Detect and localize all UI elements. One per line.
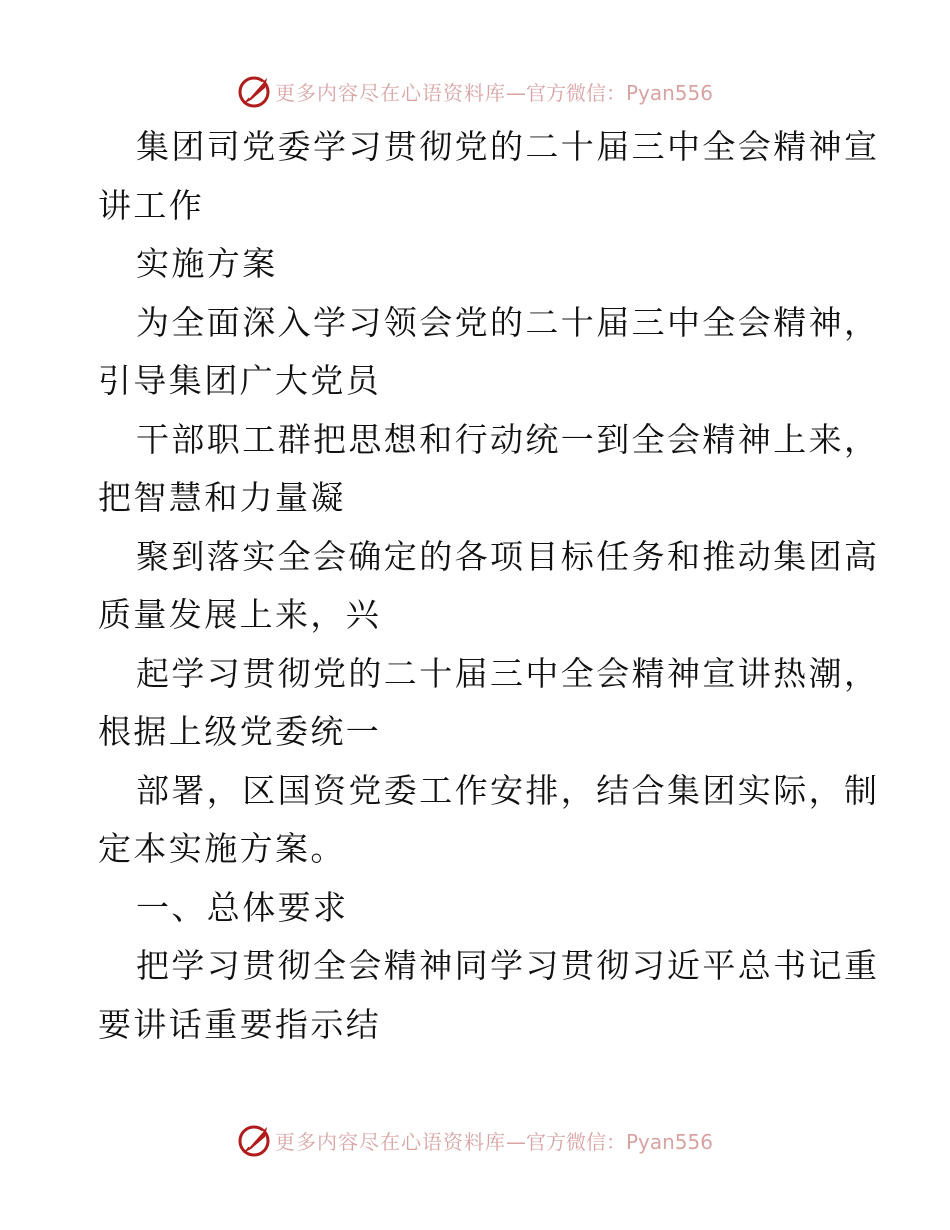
header-watermark <box>0 71 950 111</box>
footer-watermark <box>0 1120 950 1160</box>
paragraph-line: 质量发展上来，兴 <box>98 595 382 634</box>
paragraph-line: 引导集团广大党员 <box>98 361 382 400</box>
quill-pen-circle-icon <box>237 74 271 108</box>
paragraph-line: 为全面深入学习领会党的二十届三中全会精神， <box>136 302 880 342</box>
quill-pen-circle-icon <box>237 1123 271 1157</box>
watermark-contact-text: —官方微信：Pyan556 <box>505 1129 713 1154</box>
paragraph-line: 定本实施方案。 <box>98 829 346 868</box>
section-heading: 一、总体要求 <box>136 887 349 927</box>
paragraph-line: 把学习贯彻全会精神同学习贯彻习近平总书记重 <box>136 946 880 985</box>
watermark-promo-text: 更多内容尽在心语资料库 <box>274 1129 506 1154</box>
paragraph-line: 要讲话重要指示结 <box>98 1004 382 1044</box>
watermark-promo-text: 更多内容尽在心语资料库 <box>274 80 506 105</box>
paragraph-line: 聚到落实全会确定的各项目标任务和推动集团高 <box>136 536 880 576</box>
paragraph-line: 干部职工群把思想和行动统一到全会精神上来， <box>136 419 880 459</box>
paragraph-line: 部署，区国资党委工作安排，结合集团实际，制 <box>136 770 880 810</box>
paragraph-line: 根据上级党委统一 <box>98 712 382 751</box>
paragraph-line: 起学习贯彻党的二十届三中全会精神宣讲热潮， <box>136 653 880 693</box>
document-body <box>98 118 880 1054</box>
subtitle: 实施方案 <box>136 244 278 283</box>
watermark-contact-text: —官方微信：Pyan556 <box>505 80 713 105</box>
paragraph-line: 把智慧和力量凝 <box>98 478 346 517</box>
title-line-2: 讲工作 <box>98 185 205 225</box>
title-line-1: 集团司党委学习贯彻党的二十届三中全会精神宣 <box>136 127 880 166</box>
